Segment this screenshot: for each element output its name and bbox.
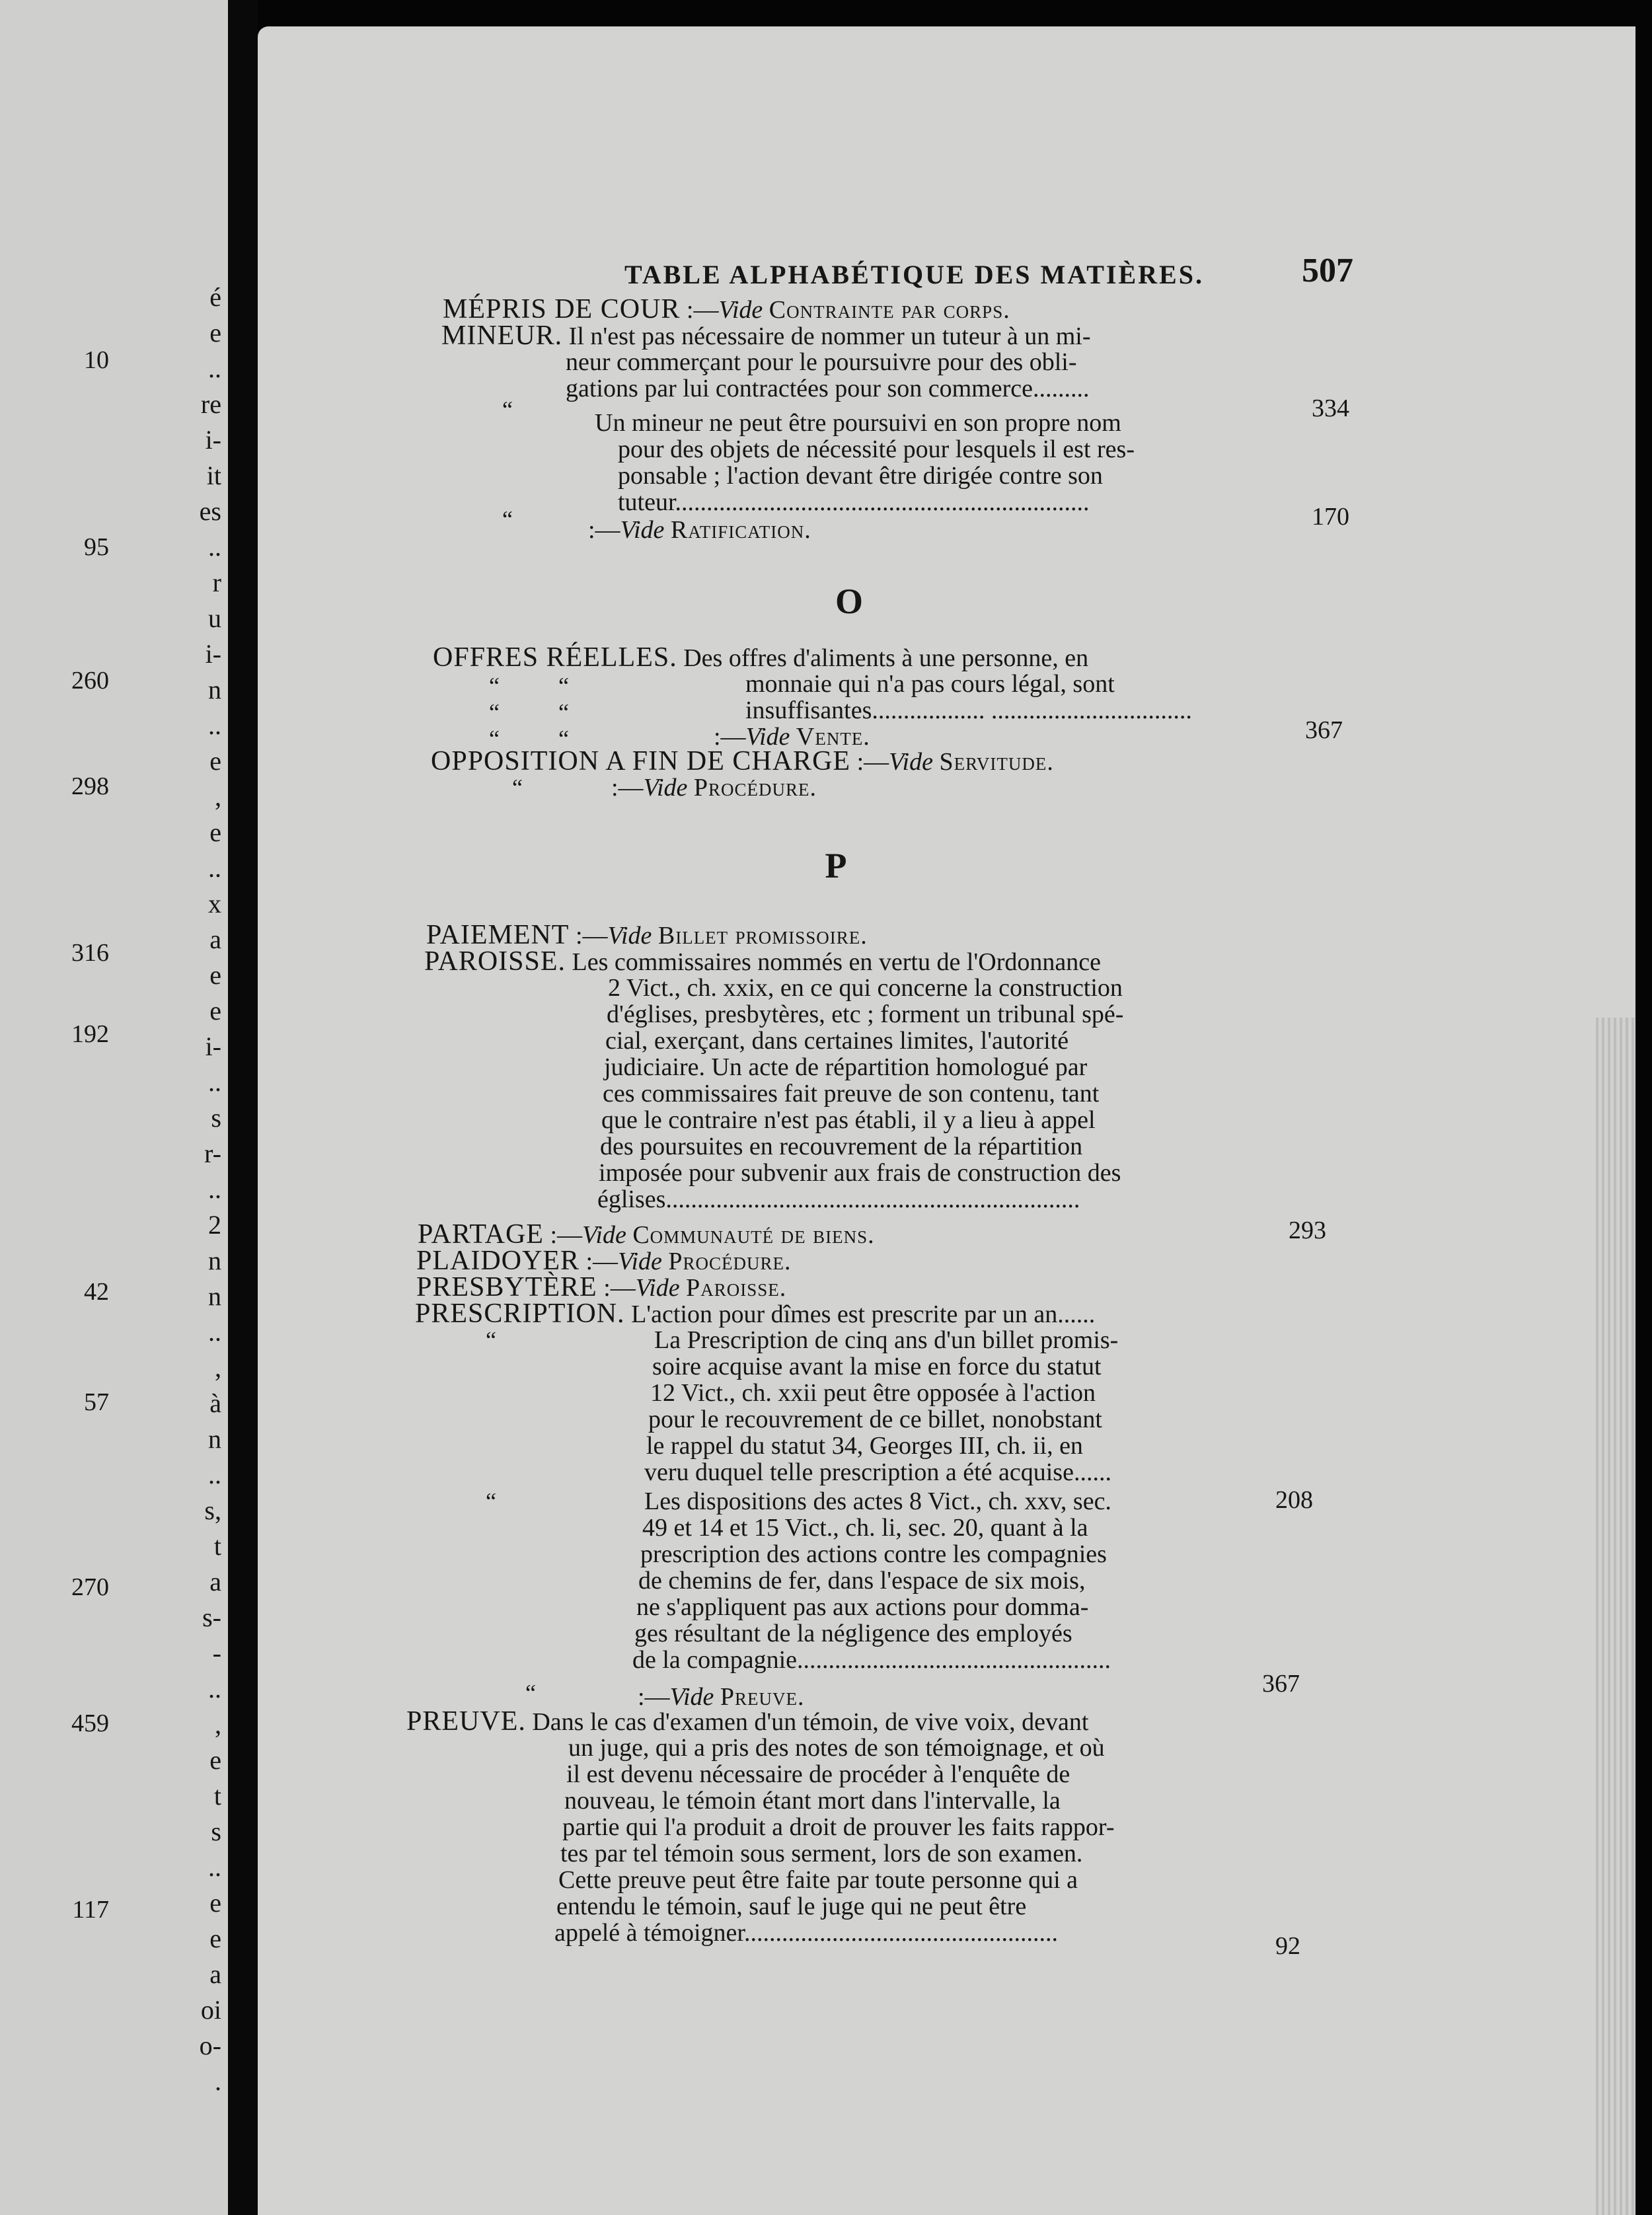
- previous-page-fragment: r: [212, 568, 221, 597]
- vide-separator: :—: [850, 748, 889, 776]
- cross-reference: Contrainte par corps.: [769, 296, 1010, 324]
- vide-separator: :—: [580, 1248, 619, 1275]
- headword: PARTAGE: [418, 1219, 544, 1250]
- cross-reference: Communauté de biens.: [632, 1221, 875, 1249]
- vide-label: Vide: [643, 774, 688, 802]
- entry-text-line: gations par lui contractées pour son commerce.........: [566, 375, 1090, 402]
- previous-page-fragment: ,: [215, 1709, 221, 1739]
- headword: MINEUR.: [441, 320, 563, 351]
- previous-page-fragment: es: [199, 496, 221, 526]
- previous-page-fragment: a: [209, 1959, 221, 1989]
- vide-label: Vide: [745, 723, 790, 751]
- entry-prescription-line-1: [415, 1300, 1095, 1328]
- previous-page-fragment: e: [209, 960, 221, 990]
- cross-reference: Billet promissoire.: [657, 922, 868, 950]
- entry-text: L'action pour dîmes est prescrite par un an......: [631, 1300, 1096, 1328]
- ditto-mark: “: [489, 673, 500, 699]
- entry-text-line: pour des objets de nécessité pour lesquels il est res-: [618, 435, 1135, 463]
- entry-text-line: le rappel du statut 34, Georges III, ch. ii, en: [646, 1432, 1083, 1460]
- vide-separator: :—: [569, 922, 608, 950]
- page-header: [258, 244, 1635, 297]
- entry-text-line: d'églises, presbytères, etc ; forment un tribunal spé-: [607, 1000, 1124, 1028]
- previous-page-number: 42: [84, 1278, 109, 1306]
- section-letter-o: O: [835, 582, 863, 621]
- previous-page-number: 192: [71, 1020, 109, 1048]
- ditto-mark: “: [512, 774, 523, 801]
- previous-page-fragment: ..: [208, 532, 221, 562]
- previous-page-fragment: ..: [208, 1174, 221, 1204]
- previous-page-fragment: s: [211, 1817, 221, 1846]
- previous-page-fragment: e: [209, 1745, 221, 1775]
- cross-reference: Vente.: [796, 723, 870, 751]
- previous-page-fragment: ..: [208, 710, 221, 740]
- headword: PAIEMENT: [426, 920, 570, 950]
- previous-page-fragment: re: [200, 389, 221, 419]
- page-reference: 367: [1305, 716, 1343, 744]
- previous-page-fragment: 2: [208, 1210, 221, 1240]
- previous-page-fragment: s,: [204, 1495, 221, 1525]
- entry-text-line: soire acquise avant la mise en force du statut: [652, 1353, 1102, 1380]
- ditto-mark: “: [489, 726, 500, 752]
- entry-text-line: neur commerçant pour le poursuivre pour des obli-: [566, 348, 1077, 376]
- entry-paroisse-line-1: [424, 948, 1101, 975]
- previous-page-fragment: e: [209, 1924, 221, 1953]
- entry-text-line: cial, exerçant, dans certaines limites, l'autorité: [605, 1027, 1069, 1055]
- entry-text-line: imposée pour subvenir aux frais de construction des: [599, 1159, 1121, 1187]
- previous-page-fragment: n: [208, 675, 221, 704]
- entry-text-line: monnaie qui n'a pas cours légal, sont: [745, 670, 1115, 698]
- ditto-mark: “: [558, 699, 569, 726]
- previous-page-number: 260: [71, 667, 109, 695]
- entry-text: Des offres d'aliments à une personne, en: [683, 644, 1089, 672]
- headword: PREUVE.: [406, 1706, 526, 1737]
- page-reference: 367: [1262, 1670, 1300, 1698]
- vide-line: [611, 774, 817, 801]
- vide-separator: :—: [543, 1221, 582, 1249]
- vide-label: Vide: [889, 748, 933, 776]
- previous-page-fragment: t: [213, 1781, 221, 1811]
- previous-page-fragment: e: [209, 746, 221, 776]
- previous-page-number: 316: [71, 939, 109, 967]
- previous-page-fragment: a: [209, 924, 221, 954]
- previous-page-fragment: o-: [199, 2031, 221, 2060]
- entry-text-line: tuteur..................................................................: [618, 488, 1090, 516]
- entry-text-line: nouveau, le témoin étant mort dans l'intervalle, la: [564, 1787, 1061, 1815]
- entry-text-line: ne s'appliquent pas aux actions pour domma-: [636, 1593, 1089, 1621]
- page-reference: 208: [1275, 1486, 1313, 1514]
- headword: PLAIDOYER: [416, 1246, 580, 1276]
- entry-text-line: judiciaire. Un acte de répartition homologué par: [604, 1053, 1088, 1081]
- previous-page-fragment: r-: [204, 1139, 221, 1168]
- vide-separator: :—: [588, 516, 620, 544]
- entry-text-line: de chemins de fer, dans l'espace de six mois,: [638, 1567, 1086, 1595]
- entry-text-line: des poursuites en recouvrement de la répartition: [600, 1133, 1083, 1160]
- previous-page-fragment: s-: [202, 1602, 221, 1632]
- previous-page-fragment: u: [208, 603, 221, 633]
- vide-label: Vide: [620, 516, 665, 544]
- previous-page-fragment: e: [209, 318, 221, 348]
- previous-page-fragment: i-: [205, 425, 221, 455]
- page-reference: 293: [1289, 1217, 1326, 1244]
- previous-page-fragment: à: [209, 1388, 221, 1418]
- entry-text-line: un juge, qui a pris des notes de son témoignage, et où: [568, 1734, 1105, 1762]
- previous-page-fragment: n: [208, 1281, 221, 1311]
- vide-label: Vide: [582, 1221, 626, 1249]
- page-stack-edge: [1596, 1018, 1635, 2215]
- entry-text-line: Les dispositions des actes 8 Vict., ch. xxv, sec.: [644, 1487, 1111, 1515]
- running-head: TABLE ALPHABÉTIQUE DES MATIÈRES.: [624, 260, 1204, 289]
- entry-text-line: de la compagnie..................................................: [632, 1646, 1111, 1674]
- entry-presbytere: [416, 1274, 786, 1301]
- entry-mepris: [443, 296, 1010, 323]
- entry-text-line: ponsable ; l'action devant être dirigée contre son: [618, 462, 1103, 490]
- entry-partage: [418, 1221, 875, 1248]
- cross-reference: Paroisse.: [686, 1274, 787, 1302]
- ditto-mark: “: [502, 506, 513, 533]
- vide-separator: :—: [611, 774, 644, 802]
- entry-text-line: prescription des actions contre les compagnies: [640, 1540, 1107, 1568]
- entry-text-line: 2 Vict., ch. xxix, en ce qui concerne la construction: [608, 974, 1123, 1002]
- headword: MÉPRIS DE COUR: [443, 294, 681, 324]
- previous-page-edge: [0, 0, 228, 2215]
- vide-separator: :—: [714, 723, 746, 751]
- vide-line: [638, 1684, 805, 1710]
- entry-opposition: [431, 748, 1054, 775]
- vide-label: Vide: [718, 296, 763, 324]
- headword: OFFRES RÉELLES.: [433, 642, 677, 673]
- previous-page-fragment: e: [209, 996, 221, 1026]
- entry-text-line: tes par tel témoin sous serment, lors de son examen.: [560, 1840, 1083, 1867]
- previous-page-fragment: n: [208, 1424, 221, 1454]
- previous-page-number: 270: [71, 1573, 109, 1601]
- previous-page-fragment: s: [211, 1103, 221, 1133]
- previous-page-fragment: x: [208, 889, 221, 919]
- previous-page-fragment: ,: [215, 782, 221, 811]
- headword: PRESCRIPTION.: [415, 1298, 625, 1329]
- entry-text-line: Un mineur ne peut être poursuivi en son propre nom: [595, 409, 1121, 437]
- previous-page-fragment: ..: [208, 1852, 221, 1882]
- previous-page-fragment: ,: [215, 1353, 221, 1382]
- entry-text-line: que le contraire n'est pas établi, il y a lieu à appel: [601, 1106, 1096, 1134]
- headword: PRESBYTÈRE: [416, 1272, 597, 1302]
- previous-page-fragment: a: [209, 1567, 221, 1596]
- entry-mineur-line-1: [441, 322, 1091, 350]
- cross-reference: Ratification.: [670, 516, 811, 544]
- entry-text-line: veru duquel telle prescription a été acquise......: [644, 1458, 1111, 1486]
- section-letter-p: P: [825, 846, 847, 885]
- entry-text: Il n'est pas nécessaire de nommer un tuteur à un mi-: [568, 322, 1091, 350]
- entry-text-line: il est devenu nécessaire de procéder à l'enquête de: [566, 1760, 1070, 1788]
- page-reference: 170: [1312, 503, 1349, 531]
- page-reference: 92: [1275, 1932, 1300, 1960]
- previous-page-fragment: oi: [200, 1995, 221, 2025]
- book-gutter: [228, 0, 258, 2215]
- previous-page-number: 95: [84, 533, 109, 561]
- previous-page-fragment: .: [215, 2066, 221, 2096]
- entry-text-line: 12 Vict., ch. xxii peut être opposée à l'action: [650, 1379, 1096, 1407]
- entry-text-line: ces commissaires fait preuve de son contenu, tant: [603, 1080, 1100, 1108]
- entry-text-line: La Prescription de cinq ans d'un billet promis-: [654, 1326, 1119, 1354]
- cross-reference: Procédure.: [668, 1248, 792, 1275]
- entry-text-line: entendu le témoin, sauf le juge qui ne peut être: [556, 1893, 1027, 1920]
- vide-label: Vide: [635, 1274, 680, 1302]
- vide-label: Vide: [669, 1683, 714, 1711]
- headword: OPPOSITION A FIN DE CHARGE: [431, 746, 851, 776]
- previous-page-fragment: -: [212, 1638, 221, 1668]
- previous-page-number: 298: [71, 772, 109, 800]
- vide-label: Vide: [618, 1248, 662, 1275]
- previous-page-number: 57: [84, 1388, 109, 1416]
- previous-page-number: 459: [71, 1709, 109, 1737]
- vide-separator: :—: [597, 1274, 636, 1302]
- previous-page-fragment: n: [208, 1246, 221, 1275]
- entry-text-line: églises..................................................................: [597, 1185, 1080, 1213]
- previous-page-fragment: t: [213, 1531, 221, 1561]
- entry-text-line: pour le recouvrement de ce billet, nonobstant: [648, 1406, 1102, 1433]
- previous-page-number: 117: [72, 1896, 109, 1924]
- previous-page-fragment: ..: [208, 354, 221, 383]
- entry-plaidoyer: [416, 1248, 792, 1275]
- entry-text-line: 49 et 14 et 15 Vict., ch. li, sec. 20, quant à la: [642, 1514, 1088, 1542]
- previous-page-fragment: it: [206, 461, 221, 490]
- previous-page-fragment: e: [209, 1888, 221, 1918]
- cross-reference: Servitude.: [939, 748, 1054, 776]
- ditto-mark: “: [486, 1488, 496, 1515]
- entry-text: Dans le cas d'examen d'un témoin, de vive voix, devant: [532, 1708, 1089, 1736]
- vide-separator: :—: [680, 296, 719, 324]
- previous-page-fragment: ..: [208, 1674, 221, 1704]
- ditto-mark: “: [558, 726, 569, 752]
- vide-line: [588, 517, 811, 543]
- page-number: 507: [1302, 252, 1353, 289]
- page-reference: 334: [1312, 394, 1349, 422]
- entry-text-line: appelé à témoigner..................................................: [554, 1919, 1058, 1947]
- entry-paiement: [426, 922, 868, 949]
- entry-preuve-line-1: [406, 1708, 1088, 1735]
- previous-page-fragment: ..: [208, 1317, 221, 1347]
- cross-reference: Procédure.: [693, 774, 817, 802]
- previous-page-fragment: ..: [208, 853, 221, 883]
- entry-text-line: Cette preuve peut être faite par toute personne qui a: [558, 1866, 1078, 1894]
- entry-text-line: ges résultant de la négligence des employés: [634, 1620, 1072, 1647]
- previous-page-number: 10: [84, 346, 109, 374]
- previous-page-fragment: ..: [208, 1460, 221, 1489]
- cross-reference: Preuve.: [720, 1683, 805, 1711]
- previous-page-fragment: i-: [205, 639, 221, 669]
- previous-page-fragment: ..: [208, 1067, 221, 1097]
- ditto-mark: “: [486, 1327, 496, 1353]
- entry-text: Les commissaires nommés en vertu de l'Ordonnance: [572, 948, 1101, 976]
- ditto-mark: “: [502, 396, 513, 423]
- ditto-mark: “: [558, 673, 569, 699]
- previous-page-fragment: i-: [205, 1032, 221, 1061]
- ditto-mark: “: [489, 699, 500, 726]
- previous-page-fragment: e: [209, 817, 221, 847]
- entry-text-line: partie qui l'a produit a droit de prouver les faits rappor-: [562, 1813, 1115, 1841]
- index-page: [258, 26, 1635, 2215]
- ditto-mark: “: [525, 1680, 536, 1706]
- headword: PAROISSE.: [424, 946, 566, 977]
- entry-offres-line-1: [433, 644, 1088, 671]
- entry-text-line: insuffisantes.................. ................................: [745, 696, 1192, 724]
- vide-separator: :—: [638, 1683, 670, 1711]
- previous-page-fragment: é: [209, 282, 221, 312]
- vide-label: Vide: [607, 922, 652, 950]
